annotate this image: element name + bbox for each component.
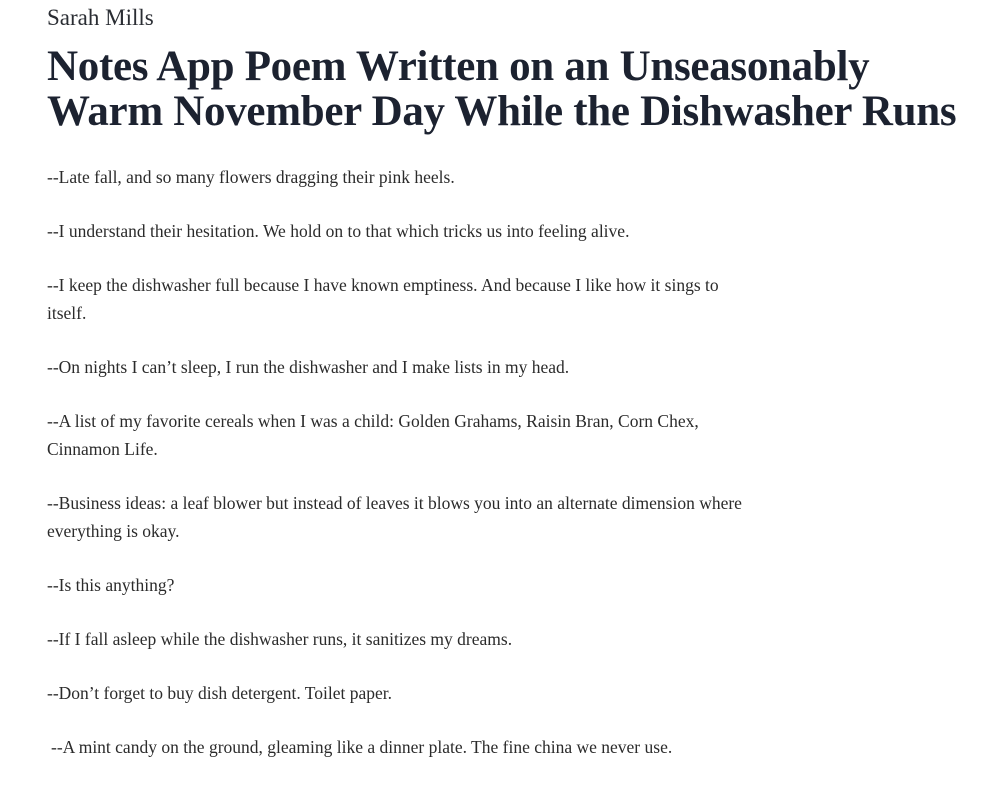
poem-line: --A list of my favorite cereals when I was a child: Golden Grahams, Raisin Bran, Corn Chex, Cinnamon Life. xyxy=(47,411,699,459)
poem-line: --Business ideas: a leaf blower but instead of leaves it blows you into an alternate dimension where everything is okay. xyxy=(47,493,742,541)
poem-line: --I keep the dishwasher full because I have known emptiness. And because I like how it sings to itself. xyxy=(47,275,719,323)
author-name[interactable]: Sarah Mills xyxy=(47,5,154,30)
poem-line: --Is this anything? xyxy=(47,575,175,595)
poem-line: --On nights I can’t sleep, I run the dishwasher and I make lists in my head. xyxy=(47,357,570,377)
poem-line: --Late fall, and so many flowers dragging their pink heels. xyxy=(47,167,455,187)
poem-line: --If I fall asleep while the dishwasher runs, it sanitizes my dreams. xyxy=(47,629,513,649)
poem-line: --A mint candy on the ground, gleaming like a dinner plate. The fine china we never use. xyxy=(51,737,673,757)
poem-body xyxy=(47,163,747,787)
article-title: Notes App Poem Written on an Unseasonably Warm November Day While the Dishwasher Runs xyxy=(47,43,957,135)
poem-line: --Don’t forget to buy dish detergent. Toilet paper. xyxy=(47,683,392,703)
poem-line: --I understand their hesitation. We hold on to that which tricks us into feeling alive. xyxy=(47,221,630,241)
